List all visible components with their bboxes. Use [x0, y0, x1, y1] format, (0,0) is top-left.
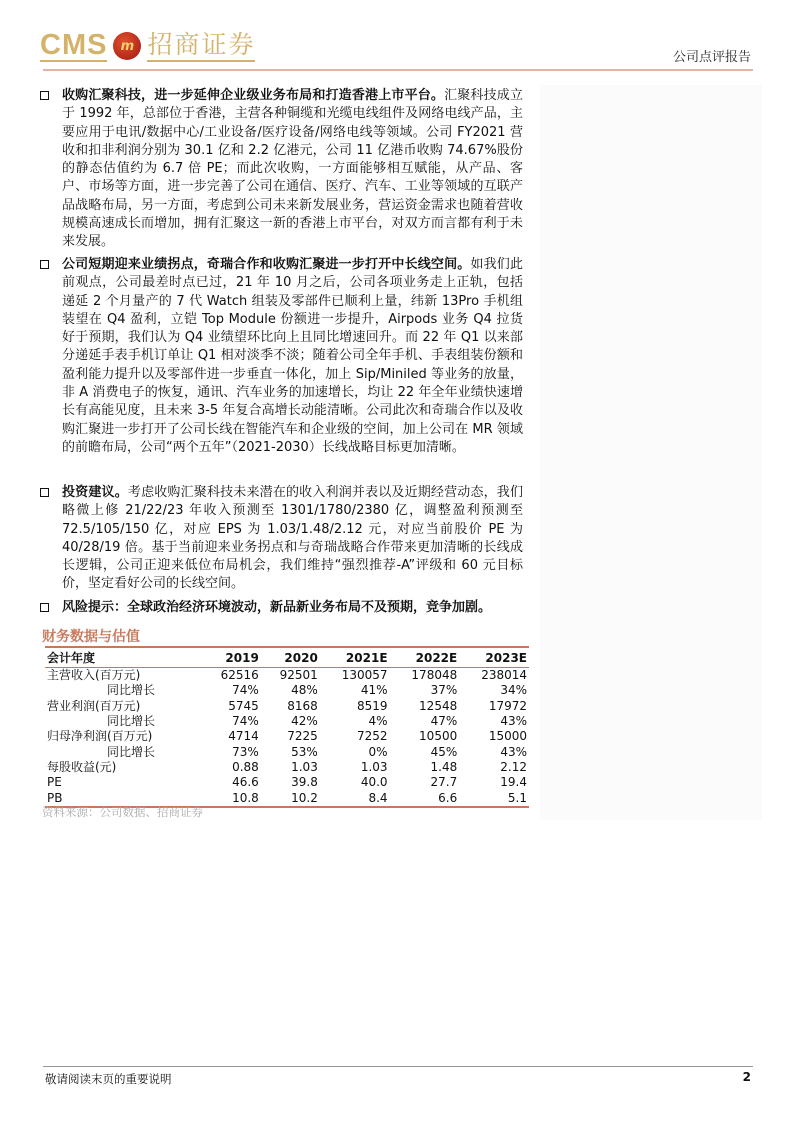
table-cell: 34%: [500, 683, 527, 698]
table-cell: 8168: [287, 698, 318, 713]
table-cell: 6.6: [438, 790, 458, 805]
row-label: 归母净利润(百万元): [47, 729, 153, 744]
table-cell: 42%: [291, 714, 318, 729]
side-column: [540, 85, 762, 820]
column-header: 会计年度: [45, 647, 202, 668]
logo-en: CMS: [40, 29, 108, 61]
table-source: 资料来源：公司数据、招商证券: [42, 805, 203, 819]
financial-table: [45, 646, 529, 808]
table-cell: 48%: [291, 683, 318, 698]
table-cell: 27.7: [430, 775, 458, 790]
row-label: PB: [47, 790, 63, 805]
table-cell: 1.03: [291, 759, 318, 774]
bullet-icon: [40, 91, 49, 100]
bullet-icon: [40, 603, 49, 612]
footer-disclaimer: 敬请阅读末页的重要说明: [45, 1072, 172, 1086]
table-cell: 1.03: [360, 759, 388, 774]
table-cell: 7225: [287, 729, 318, 744]
paragraph-acquisition: [45, 87, 523, 252]
doc-type: 公司点评报告: [672, 50, 751, 65]
table-cell: 74%: [232, 683, 259, 698]
table-cell: 41%: [360, 683, 388, 698]
table-row: [45, 775, 529, 790]
table-row: [45, 668, 529, 684]
table-cell: 37%: [430, 683, 458, 698]
table-cell: 5.1: [507, 790, 527, 805]
table-cell: 238014: [481, 668, 527, 683]
table-cell: 45%: [430, 744, 458, 759]
table-title: 财务数据与估值: [42, 629, 140, 645]
column-header: 2021E: [320, 647, 390, 668]
row-label: 同比增长: [107, 683, 156, 698]
cms-logo: [40, 30, 255, 62]
page-number: 2: [742, 1070, 751, 1084]
header-divider: [43, 69, 753, 71]
para-body: 汇聚科技成立于 1992 年，总部位于香港，主营各种铜缆和光缆电线组件及网络电线产品，主要应用于电讯/数据中心/工业设备/医疗设备/网络电线等领域。公司 FY2021 营收和扣非利润分别为 30.1 亿和 2.2 亿港元，公司 11 亿港币收购 74.67%股份的静态估值约为 6.7 倍 PE；而此次收购，一方面能够相互赋能，从产品、客户、市场等方面，进一步完善了公司在通信、医疗、汽车、工业等领域的互联产品战略布局，另一方面，考虑到公司未来新发展业务，营运资金需求也随着营收规模高速成长而增加，拥有汇聚这一新的香港上市平台，对双方而言都有利于未来发展。: [62, 88, 523, 250]
table-cell: 12548: [419, 698, 458, 713]
table-cell: 8.4: [368, 790, 388, 805]
para-heading: 公司短期迎来业绩拐点，奇瑞合作和收购汇聚进一步打开中长线空间。: [62, 257, 471, 272]
table-cell: 10.2: [291, 790, 318, 805]
table-cell: 0.88: [232, 759, 259, 774]
table-row: [45, 683, 529, 698]
para-body: 如我们此前观点，公司最差时点已过，21 年 10 月之后，公司各项业务走上正轨，包括递延 2 个月量产的 7 代 Watch 组装及零部件已顺利上量，纬新 13Pro 手机组装望在 Q4 盈利，立铠 Top Module 份额进一步提升，Airpods 业务 Q4 拉货好于预期，我们认为 Q4 业绩望环比向上且同比增速回升。而 22 年 Q1 以来部分递延手表手机订单让 Q1 相对淡季不淡；随着公司全年手机、手表组装份额和盈利能力提升以及零部件进一步垂直一体化，加上 Sip/Miniled 等业务的放量，非 A 消费电子的恢复，通讯、汽车业务的加速增长，均让 22 年全年业绩快速增长有高能见度，且未来 3-5 年复合高增长动能清晰。公司此次和奇瑞合作以及收购汇聚进一步打开了公司长线在智能汽车和企业级的空间，加上公司在 MR 领域的前瞻布局，公司“两个五年”（2021-2030）长线战略目标更加清晰。: [62, 257, 523, 455]
table-cell: 62516: [220, 668, 259, 683]
row-label: 营业利润(百万元): [47, 698, 141, 713]
table-cell: 43%: [500, 744, 527, 759]
row-label: 同比增长: [107, 744, 156, 759]
table-cell: 46.6: [232, 775, 259, 790]
table-row: [45, 699, 529, 714]
column-header: 2022E: [390, 647, 460, 668]
paragraph-outlook: [45, 256, 523, 457]
row-label: 同比增长: [107, 714, 156, 729]
table-cell: 10500: [419, 729, 458, 744]
table-cell: 43%: [500, 714, 527, 729]
paragraph-investment: [45, 484, 523, 594]
table-cell: 92501: [279, 668, 318, 683]
logo-cn: 招商证券: [147, 30, 255, 62]
table-cell: 17972: [488, 698, 527, 713]
table-cell: 19.4: [500, 775, 527, 790]
bullet-icon: [40, 260, 49, 269]
table-cell: 130057: [341, 668, 388, 683]
table-cell: 4%: [368, 714, 388, 729]
table-cell: 4714: [228, 729, 259, 744]
column-header: 2019: [202, 647, 261, 668]
table-cell: 178048: [411, 668, 458, 683]
table-row: [45, 714, 529, 729]
row-label: PE: [47, 775, 62, 790]
table-cell: 40.0: [360, 775, 388, 790]
table-row: [45, 744, 529, 759]
table-cell: 1.48: [430, 759, 458, 774]
logo-emblem-icon: m: [113, 32, 141, 60]
para-body: 考虑收购汇聚科技未来潜在的收入利润并表以及近期经营动态，我们略微上修 21/22/23 年收入预测至 1301/1780/2380 亿，调整盈利预测至 72.5/105/150 亿，对应 EPS 为 1.03/1.48/2.12 元，对应当前股价 PE 为 40/28/19 倍。基于当前迎来业务拐点和与奇瑞战略合作带来更加清晰的长线成长逻辑，公司正迎来低位布局机会，我们维持“强烈推荐-A”评级和 60 元目标价，坚定看好公司的长线空间。: [62, 485, 523, 592]
bullet-icon: [40, 488, 49, 497]
table-cell: 47%: [430, 714, 458, 729]
table-cell: 74%: [232, 714, 259, 729]
table-cell: 8519: [356, 698, 388, 713]
paragraph-risk: [45, 599, 523, 617]
table-cell: 5745: [228, 698, 259, 713]
table-cell: 73%: [232, 744, 259, 759]
row-label: 主营收入(百万元): [47, 668, 141, 683]
footer-divider: [43, 1066, 753, 1067]
table-cell: 10.8: [232, 790, 259, 805]
table-cell: 2.12: [500, 759, 527, 774]
table-cell: 39.8: [291, 775, 318, 790]
para-heading: 收购汇聚科技，进一步延伸企业级业务布局和打造香港上市平台。: [62, 88, 445, 103]
table-cell: 7252: [356, 729, 388, 744]
column-header: 2023E: [459, 647, 529, 668]
table-row: [45, 729, 529, 744]
para-heading: 投资建议。: [62, 485, 128, 500]
table-cell: 53%: [291, 744, 318, 759]
table-row: [45, 760, 529, 775]
row-label: 每股收益(元): [47, 759, 117, 774]
table-cell: 0%: [368, 744, 388, 759]
column-header: 2020: [261, 647, 320, 668]
para-heading: 风险提示：全球政治经济环境波动，新品新业务布局不及预期，竞争加剧。: [62, 600, 492, 615]
table-header-row: [45, 647, 529, 668]
table-cell: 15000: [488, 729, 527, 744]
